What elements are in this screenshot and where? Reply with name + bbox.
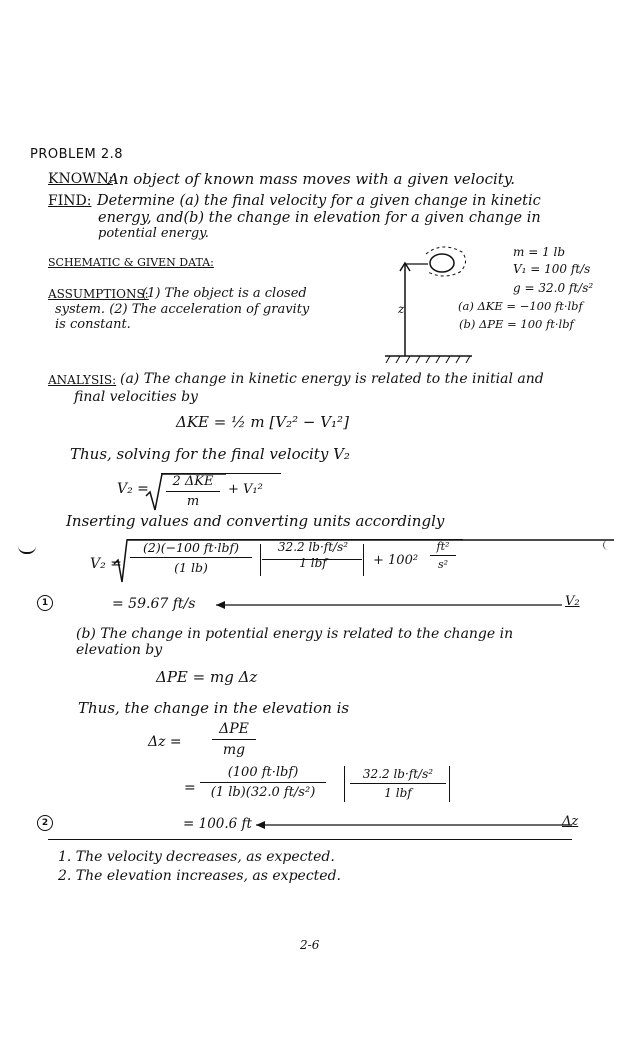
eq6-numerator: (100 ft·lbf) [227, 765, 299, 780]
eq3-tail: + 100² [373, 553, 419, 568]
page-number: 2-6 [300, 938, 320, 952]
find-line-2: energy, and(b) the change in elevation for a given change in [98, 210, 541, 226]
eq3-conversion [264, 540, 362, 570]
result-1-arrow [216, 599, 566, 611]
eq5-denominator: mg [222, 742, 246, 758]
known-text: An object of known mass moves with a given velocity. [108, 170, 516, 188]
given-v1: V₁ = 100 ft/s [513, 262, 591, 276]
eq3-units-numerator: ft² [436, 540, 450, 553]
eq3-fraction [130, 540, 252, 575]
eq5-numerator: ΔPE [219, 721, 249, 737]
eq2-radical [146, 472, 166, 512]
result-2-value: = 100.6 ft [183, 816, 252, 832]
comment-1: 1. The velocity decreases, as expected. [58, 849, 335, 865]
eq2-numerator: 2 ΔKE [172, 474, 214, 489]
analysis-line-2: final velocities by [74, 389, 198, 405]
eq3-conv-bar-right [363, 544, 364, 576]
eq2-lhs: V₂ = [117, 481, 149, 497]
eq6-equals: = [184, 780, 196, 796]
comments-divider [48, 839, 572, 840]
analysis-line-1: (a) The change in kinetic energy is related to the initial and [120, 371, 544, 387]
eq6-conv-bar-right [449, 766, 450, 802]
margin-mark-left [18, 546, 36, 554]
analysis-line-5: (b) The change in potential energy is related to the change in [76, 626, 514, 642]
analysis-line-4: Inserting values and converting units accordingly [66, 512, 445, 530]
analysis-line-3: Thus, solving for the final velocity V₂ [70, 445, 350, 463]
equation-dpe: ΔPE = mg Δz [156, 668, 258, 686]
find-label: FIND: [48, 193, 92, 209]
eq6-conv-numerator: 32.2 lb·ft/s² [362, 767, 434, 781]
result-2-arrow [256, 819, 576, 831]
given-dke: (a) ΔKE = −100 ft·lbf [458, 299, 583, 313]
analysis-label: ANALYSIS: [48, 373, 117, 387]
analysis-line-6: elevation by [76, 642, 163, 658]
eq5-fraction [212, 721, 256, 758]
assumptions-line-3: is constant. [55, 317, 131, 332]
result-1-tag: V₂ [565, 594, 580, 609]
eq2-tail: + V₁² [228, 482, 263, 497]
eq3-conv-numerator: 32.2 lb·ft/s² [277, 540, 349, 554]
given-mass: m = 1 lb [513, 245, 566, 259]
equation-dke: ΔKE = ½ m [V₂² − V₁²] [176, 413, 349, 431]
eq3-units [430, 540, 456, 571]
problem-title: PROBLEM 2.8 [30, 147, 124, 162]
eq3-denominator: (1 lb) [174, 560, 208, 575]
find-line-1: Determine (a) the final velocity for a given change in kinetic [97, 193, 541, 209]
assumptions-line-1: (1) The object is a closed [142, 286, 307, 301]
eq6-conv-denominator: 1 lbf [384, 786, 412, 800]
given-g: g = 32.0 ft/s² [513, 281, 594, 295]
given-dpe: (b) ΔPE = 100 ft·lbf [459, 317, 574, 331]
z-axis-label: z [398, 302, 405, 316]
schematic-label: SCHEMATIC & GIVEN DATA: [48, 256, 214, 269]
eq6-fraction [200, 765, 326, 800]
known-label: KNOWN: [48, 171, 114, 187]
result-1-marker: 1 [37, 595, 53, 611]
assumptions-label: ASSUMPTIONS: [48, 287, 149, 301]
eq2-denominator: m [186, 494, 200, 509]
find-line-3: potential energy. [98, 226, 209, 241]
eq3-conv-bar-left [260, 544, 261, 576]
eq3-conv-underline [262, 559, 362, 560]
assumptions-line-2: system. (2) The acceleration of gravity [55, 302, 310, 317]
margin-mark-right [603, 540, 609, 550]
eq3-lhs: V₂ = [90, 556, 122, 572]
eq3-numerator: (2)(−100 ft·lbf) [142, 540, 239, 555]
result-1-value: = 59.67 ft/s [112, 596, 196, 612]
eq5-lhs: Δz = [148, 734, 182, 750]
analysis-line-7: Thus, the change in the elevation is [78, 699, 350, 717]
result-2-tag: Δz [562, 814, 579, 829]
result-2-marker: 2 [37, 815, 53, 831]
eq2-fraction [166, 474, 220, 509]
comment-2: 2. The elevation increases, as expected. [58, 868, 341, 884]
eq6-conversion [350, 767, 446, 800]
eq3-units-denominator: s² [437, 558, 449, 571]
eq3-conv-denominator: 1 lbf [299, 556, 327, 570]
eq6-conv-bar-left [344, 766, 345, 802]
eq6-denominator: (1 lb)(32.0 ft/s²) [210, 785, 316, 800]
